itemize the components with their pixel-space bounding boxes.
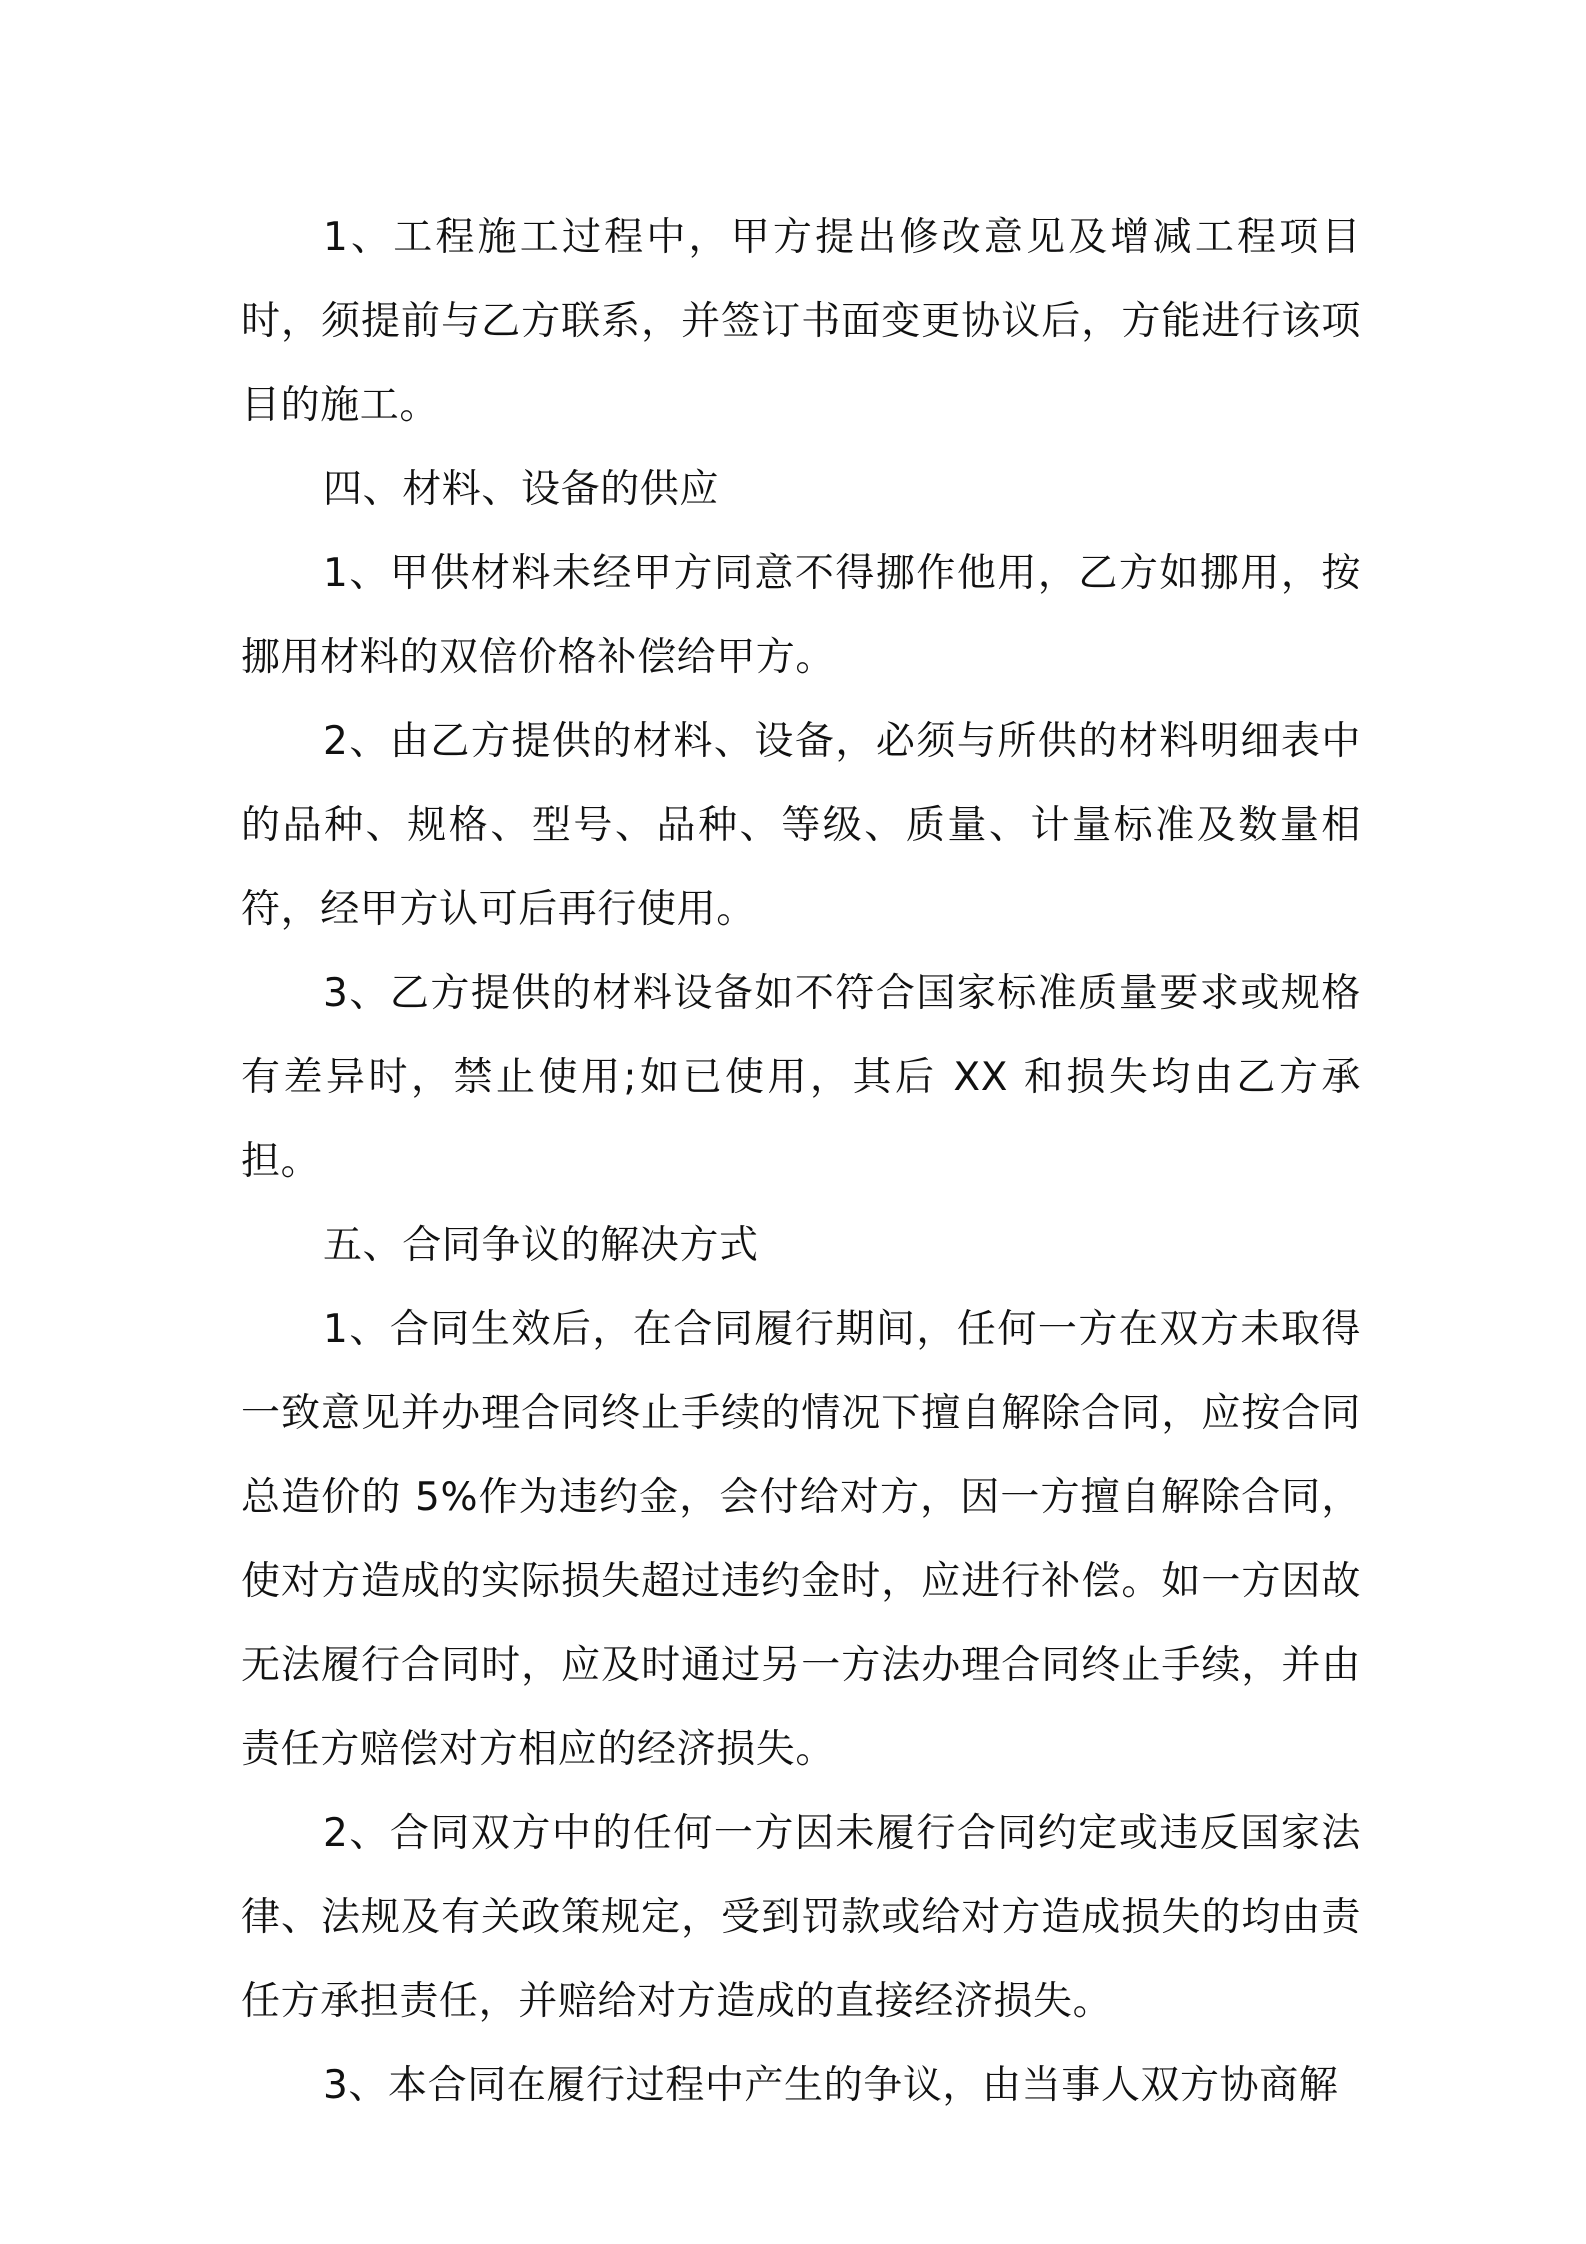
clause-termination-penalty: 1、合同生效后，在合同履行期间，任何一方在双方未取得一致意见并办理合同终止手续的情况下擅自解除合同，应按合同总造价的 5%作为违约金，会付给对方，因一方擅自解除合同，使对方造成的实际损失超过违约金时，应进行补偿。如一方因故无法履行合同时，应及时通过另一方法办理合同终止手续，并由责任方赔偿对方相应的经济损失。 [241,1307,1361,1772]
clause-change-procedure: 1、工程施工过程中，甲方提出修改意见及增减工程项目时，须提前与乙方联系，并签订书面变更协议后，方能进行该项目的施工。 [241,215,1361,428]
clause-nonconforming-materials: 3、乙方提供的材料设备如不符合国家标准质量要求或规格有差异时，禁止使用;如已使用，其后 XX 和损失均由乙方承担。 [241,971,1361,1184]
clause-owner-supplied-materials: 1、甲供材料未经甲方同意不得挪作他用，乙方如挪用，按挪用材料的双倍价格补偿给甲方。 [241,551,1361,680]
document-body [241,196,1361,2128]
clause-dispute-negotiation: 3、本合同在履行过程中产生的争议，由当事人双方协商解 [323,2063,1339,2108]
section-heading-disputes: 五、合同争议的解决方式 [323,1223,759,1268]
clause-breach-liability: 2、合同双方中的任何一方因未履行合同约定或违反国家法律、法规及有关政策规定，受到罚款或给对方造成损失的均由责任方承担责任，并赔给对方造成的直接经济损失。 [241,1811,1361,2024]
section-heading-materials: 四、材料、设备的供应 [323,467,720,512]
clause-contractor-supplied-materials: 2、由乙方提供的材料、设备，必须与所供的材料明细表中的品种、规格、型号、品种、等级、质量、计量标准及数量相符，经甲方认可后再行使用。 [241,719,1361,932]
